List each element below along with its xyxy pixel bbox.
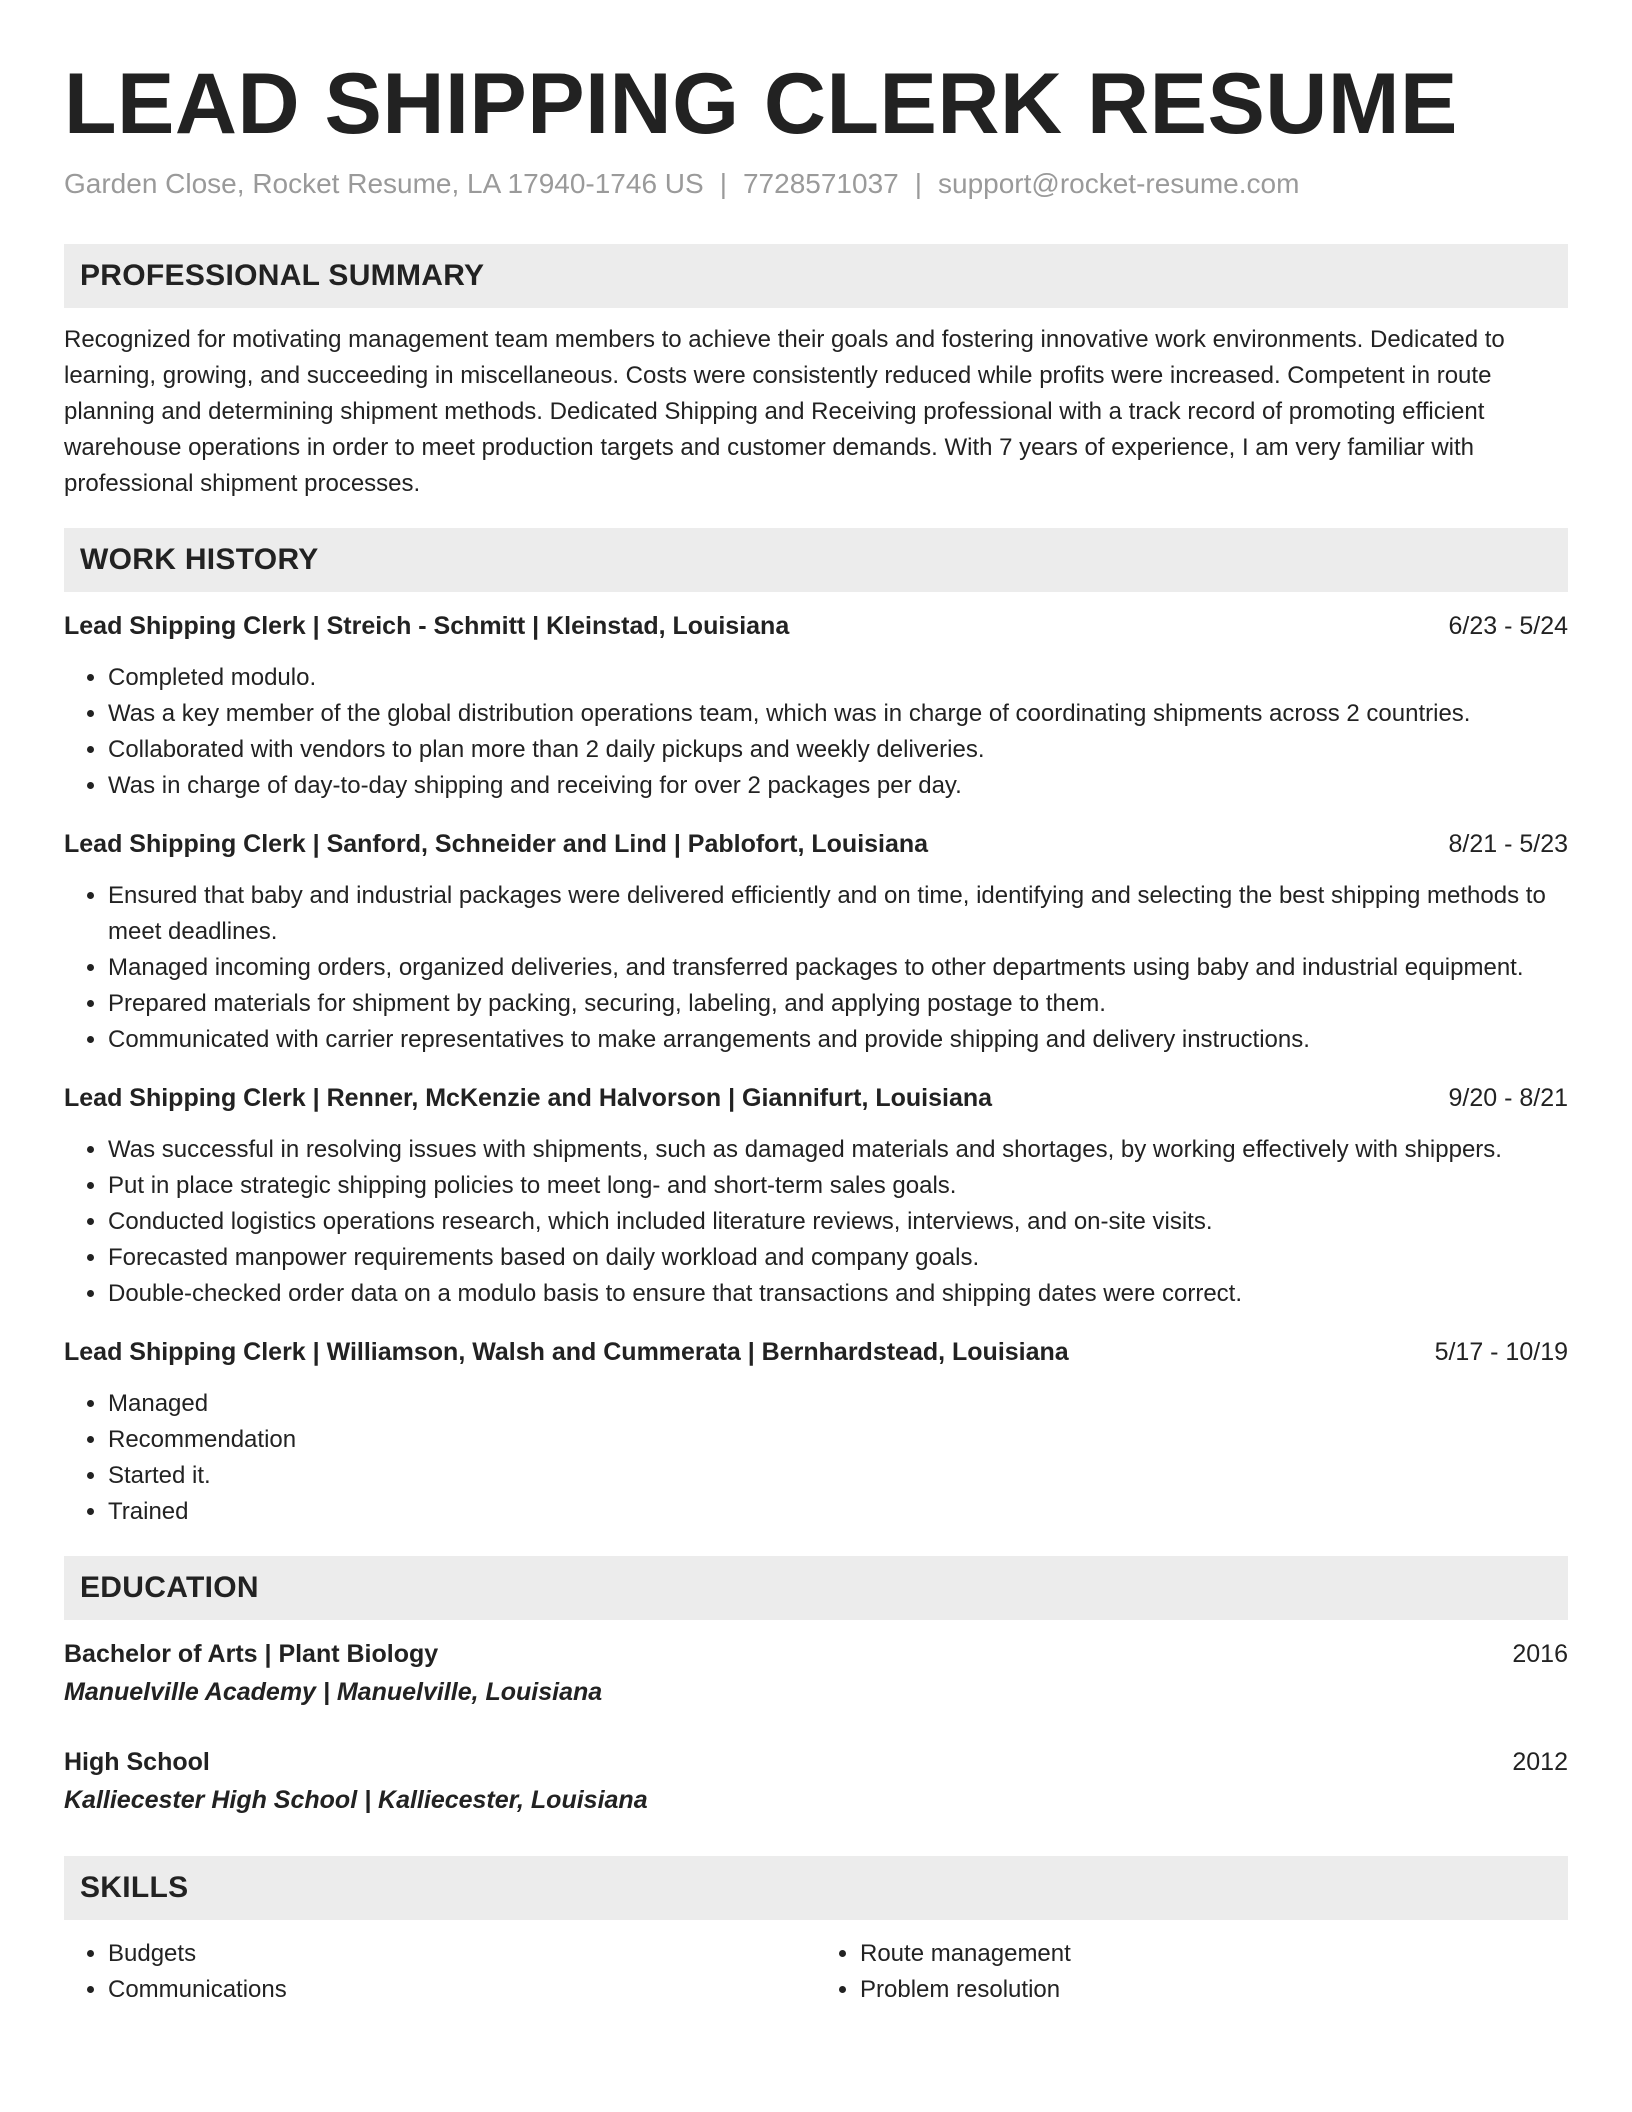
skills-column-right — [816, 1936, 1568, 2008]
job-bullets — [64, 1386, 1568, 1530]
job-bullet: • Collaborated with vendors to plan more than 2 daily pickups and weekly deliveries. — [108, 732, 1568, 768]
section-heading-summary: PROFESSIONAL SUMMARY — [64, 244, 1568, 308]
job-bullet: • Put in place strategic shipping policies to meet long- and short-term sales goals. — [108, 1168, 1568, 1204]
job-bullet: • Prepared materials for shipment by packing, securing, labeling, and applying postage to them. — [108, 986, 1568, 1022]
education-school: Manuelville Academy | Manuelville, Louisiana — [64, 1678, 603, 1706]
job-dates: 6/23 - 5/24 — [1448, 612, 1568, 640]
job-entry — [64, 1334, 1568, 1530]
job-bullet: • Was successful in resolving issues with shipments, such as damaged materials and shortages, by working effectively with shippers. — [108, 1132, 1568, 1168]
job-bullet: • Conducted logistics operations research, which included literature reviews, interviews, and on-site visits. — [108, 1204, 1568, 1240]
education-entry — [64, 1636, 1568, 1710]
job-title: Lead Shipping Clerk | Williamson, Walsh and Cummerata | Bernhardstead, Louisiana — [64, 1338, 1069, 1366]
job-header — [64, 1334, 1568, 1370]
resume-title: LEAD SHIPPING CLERK RESUME — [64, 56, 1458, 152]
job-bullet: • Started it. — [108, 1458, 1568, 1494]
job-header — [64, 826, 1568, 862]
job-bullet: • Was a key member of the global distribution operations team, which was in charge of coordinating shipments across 2 countries. — [108, 696, 1568, 732]
job-title: Lead Shipping Clerk | Sanford, Schneider and Lind | Pablofort, Louisiana — [64, 830, 929, 858]
job-bullet: • Trained — [108, 1494, 1568, 1530]
job-bullet: • Communicated with carrier representatives to make arrangements and provide shipping and delivery instructions. — [108, 1022, 1568, 1058]
skills-column-left — [64, 1936, 816, 2008]
contact-email: support@rocket-resume.com — [938, 168, 1300, 199]
job-header — [64, 1080, 1568, 1116]
job-dates: 5/17 - 10/19 — [1434, 1338, 1568, 1366]
job-title: Lead Shipping Clerk | Renner, McKenzie and Halvorson | Giannifurt, Louisiana — [64, 1084, 993, 1112]
job-bullets — [64, 660, 1568, 804]
job-bullet: • Managed incoming orders, organized deliveries, and transferred packages to other departments using baby and industrial equipment. — [108, 950, 1568, 986]
education-year: 2016 — [1512, 1640, 1568, 1668]
education-entry — [64, 1744, 1568, 1818]
job-bullet: • Recommendation — [108, 1422, 1568, 1458]
contact-phone: 7728571037 — [742, 168, 899, 199]
contact-separator: | — [719, 168, 727, 199]
contact-separator: | — [914, 168, 922, 199]
section-heading-education: EDUCATION — [64, 1556, 1568, 1620]
skill-item: • Problem resolution — [860, 1972, 1568, 2008]
job-bullet: • Was in charge of day-to-day shipping and receiving for over 2 packages per day. — [108, 768, 1568, 804]
section-heading-skills: SKILLS — [64, 1856, 1568, 1920]
job-entry — [64, 608, 1568, 804]
summary-text: Recognized for motivating management team members to achieve their goals and fostering innovative work environments. Dedicated to learning, growing, and succeeding in miscellaneous. Costs were consistently reduced while profits were increased. Competent in route planning and determining shipment methods. Dedicated Shipping and Receiving professional with a track record of promoting efficient warehouse operations in order to meet production targets and customer demands. With 7 years of experience, I am very familiar with professional shipment processes. — [64, 326, 1505, 497]
job-header — [64, 608, 1568, 644]
section-heading-work-history: WORK HISTORY — [64, 528, 1568, 592]
skill-item: • Budgets — [108, 1936, 816, 1972]
contact-address: Garden Close, Rocket Resume, LA 17940-1746 US — [64, 168, 704, 199]
education-degree: Bachelor of Arts | Plant Biology — [64, 1640, 439, 1668]
skill-item: • Communications — [108, 1972, 816, 2008]
education-year: 2012 — [1512, 1748, 1568, 1776]
education-degree: High School — [64, 1748, 210, 1776]
job-bullet: • Managed — [108, 1386, 1568, 1422]
job-bullets — [64, 1132, 1568, 1312]
job-dates: 8/21 - 5/23 — [1448, 830, 1568, 858]
contact-line — [64, 164, 1568, 204]
job-bullet: • Forecasted manpower requirements based on daily workload and company goals. — [108, 1240, 1568, 1276]
job-bullet: • Ensured that baby and industrial packages were delivered efficiently and on time, identifying and selecting the best shipping methods to meet deadlines. — [108, 878, 1568, 950]
job-entry — [64, 826, 1568, 1058]
job-entry — [64, 1080, 1568, 1312]
education-school: Kalliecester High School | Kalliecester, Louisiana — [64, 1786, 648, 1814]
job-bullets — [64, 878, 1568, 1058]
skill-item: • Route management — [860, 1936, 1568, 1972]
job-bullet: • Completed modulo. — [108, 660, 1568, 696]
job-dates: 9/20 - 8/21 — [1448, 1084, 1568, 1112]
education-header — [64, 1744, 1568, 1780]
skills-list — [64, 1936, 1568, 2008]
education-header — [64, 1636, 1568, 1672]
job-bullet: • Double-checked order data on a modulo basis to ensure that transactions and shipping dates were correct. — [108, 1276, 1568, 1312]
job-title: Lead Shipping Clerk | Streich - Schmitt | Kleinstad, Louisiana — [64, 612, 790, 640]
